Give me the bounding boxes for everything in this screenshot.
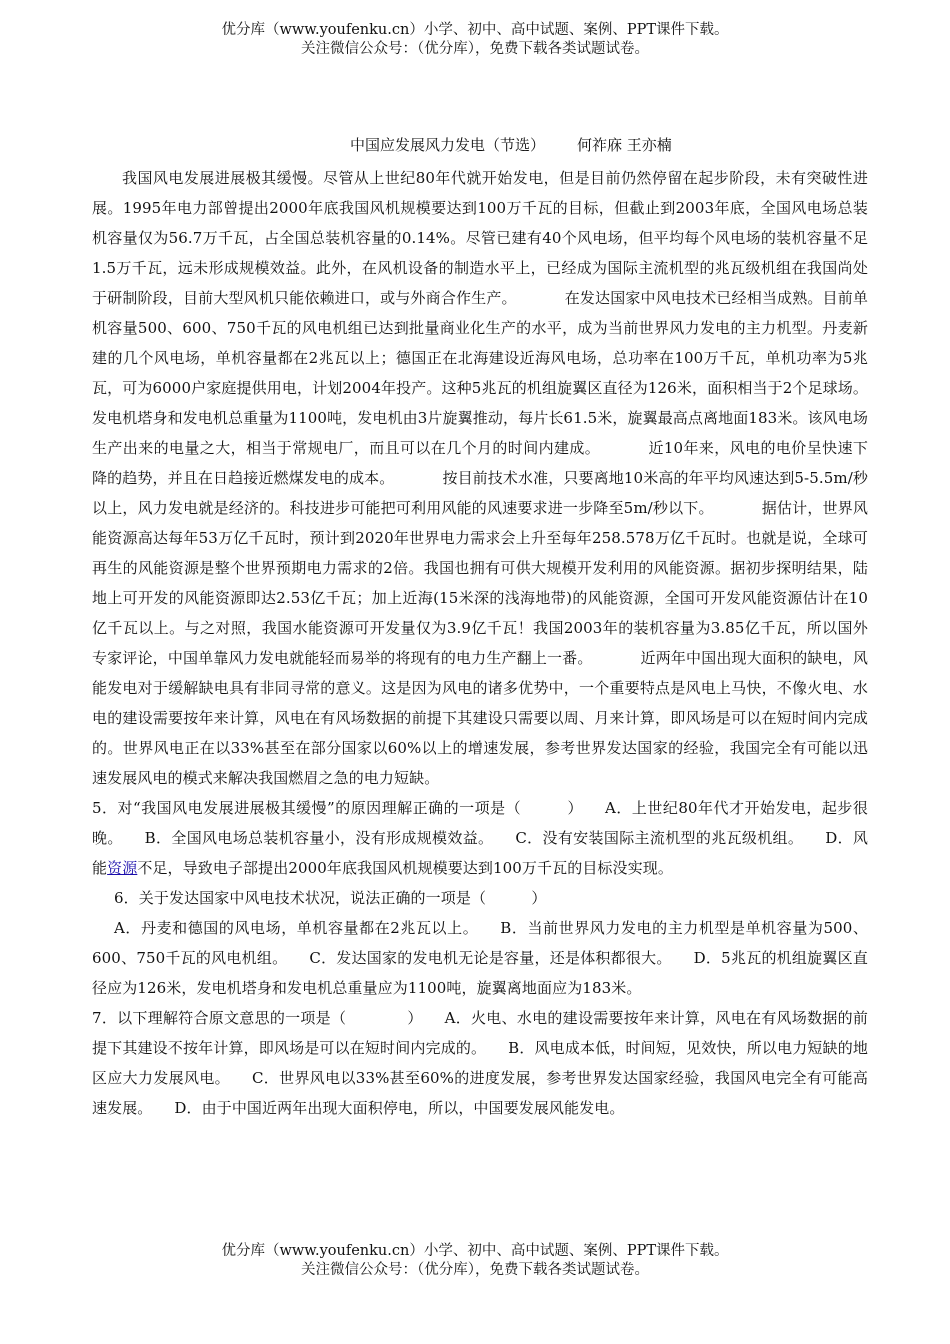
page-footer bbox=[0, 1242, 950, 1280]
article-author: 何祚庥 王亦楠 bbox=[577, 136, 672, 154]
article-passage bbox=[92, 163, 868, 793]
question-7-stem: 7．以下理解符合原文意思的一项是（ ） bbox=[92, 1009, 423, 1027]
question-5-option-d-text: D．风能 bbox=[92, 829, 868, 877]
question-5-option-b: B．全国风电场总装机容量小，没有形成规模效益。 bbox=[144, 829, 494, 847]
question-5 bbox=[92, 793, 868, 883]
question-5-option-a: A．上世纪80年代才开始发电，起步很晚。 bbox=[92, 799, 868, 847]
question-5-option-c: C．没有安装国际主流机型的兆瓦级机组。 bbox=[515, 829, 804, 847]
paragraph-4: 按目前技术水准，只要离地10米高的年平均风速达到5-5.5m/秒以上，风力发电就是经济的。科技进步可能把可利用风能的风速要求进一步降至5m/秒以下。 bbox=[92, 469, 868, 517]
header-line-1: 优分库（www.youfenku.cn）小学、初中、高中试题、案例、PPT课件下载。 bbox=[221, 22, 729, 38]
header-line-2: 关注微信公众号：（优分库），免费下载各类试题试卷。 bbox=[301, 41, 649, 57]
question-5-stem: 5．对“我国风电发展进展极其缓慢”的原因理解正确的一项是（ ） bbox=[92, 799, 584, 817]
footer-line-1: 优分库（www.youfenku.cn）小学、初中、高中试题、案例、PPT课件下载。 bbox=[221, 1243, 729, 1259]
question-6-stem: 6．关于发达国家中风电技术状况，说法正确的一项是（ ） bbox=[114, 889, 547, 907]
page-header bbox=[0, 21, 950, 59]
paragraph-5: 据估计，世界风能资源高达每年53万亿千瓦时，预计到2020年世界电力需求会上升至每年258.578万亿千瓦时。也就是说，全球可再生的风能资源是整个世界预期电力需求的2倍。我国也拥有可供大规模开发利用的风能资源。据初步探明结果，陆地上可开发的风能资源即达2.53亿千瓦；加上近海(15米深的浅海地带)的风能资源，全国可开发风能资源估计在10亿千瓦以上。与之对照，我国水能资源可开发量仅为3.9亿千瓦！我国2003年的装机容量为3.85亿千瓦，所以国外专家评论，中国单靠风力发电就能轻而易举的将现有的电力生产翻上一番。 bbox=[92, 499, 868, 667]
question-6-option-b: B．当前世界风力发电的主力机型是单机容量为500、600、750千瓦的风电机组。 bbox=[92, 919, 869, 967]
question-7-option-c: C．世界风电以33%甚至60%的进度发展，参考世界发达国家经验，我国风电完全有可能高速发展。 bbox=[92, 1069, 868, 1117]
paragraph-2: 在发达国家中风电技术已经相当成熟。目前单机容量500、600、750千瓦的风电机组已达到批量商业化生产的水平，成为当前世界风力发电的主力机型。丹麦新建的几个风电场，单机容量都在2兆瓦以上；德国正在北海建设近海风电场，总功率在100万千瓦，单机功率为5兆瓦，可为6000户家庭提供用电，计划2004年投产。这种5兆瓦的机组旋翼区直径为126米，面积相当于2个足球场。发电机塔身和发电机总重量为1100吨，发电机由3片旋翼推动，每片长61.5米，旋翼最高点离地面183米。该风电场生产出来的电量之大，相当于常规电厂，而且可以在几个月的时间内建成。 bbox=[92, 289, 868, 457]
question-6-option-a: A．丹麦和德国的风电场，单机容量都在2兆瓦以上。 bbox=[114, 919, 479, 937]
article-title: 中国应发展风力发电（节选） bbox=[350, 136, 546, 154]
paragraph-1: 我国风电发展进展极其缓慢。尽管从上世纪80年代就开始发电，但是目前仍然停留在起步阶段，未有突破性进展。1995年电力部曾提出2000年底我国风机规模要达到100万千瓦的目标，但截止到2003年底，全国风电场总装机容量仅为56.7万千瓦，占全国总装机容量的0.14%。尽管已建有40个风电场，但平均每个风电场的装机容量不足1.5万千瓦，远未形成规模效益。此外，在风机设备的制造水平上，已经成为国际主流机型的兆瓦级机组在我国尚处于研制阶段，目前大型风机只能依赖进口，或与外商合作生产。 bbox=[92, 169, 868, 307]
question-6-option-c: C．发达国家的发电机无论是容量，还是体积都很大。 bbox=[309, 949, 672, 967]
paragraph-3: 近10年来，风电的电价呈快速下降的趋势，并且在日趋接近燃煤发电的成本。 bbox=[92, 439, 868, 487]
footer-line-2: 关注微信公众号：（优分库），免费下载各类试题试卷。 bbox=[301, 1262, 649, 1278]
question-7-option-d: D．由于中国近两年出现大面积停电，所以，中国要发展风能发电。 bbox=[174, 1099, 625, 1117]
question-6-options bbox=[92, 913, 868, 1003]
paragraph-6: 近两年中国出现大面积的缺电，风能发电对于缓解缺电具有非同寻常的意义。这是因为风电的诸多优势中，一个重要特点是风电上马快，不像火电、水电的建设需要按年来计算，风电在有风场数据的前提下其建设只需要以周、月来计算，即风场是可以在短时间内完成的。世界风电正在以33%甚至在部分国家以60%以上的增速发展，参考世界发达国家的经验，我国完全有可能以迅速发展风电的模式来解决我国燃眉之急的电力短缺。 bbox=[92, 649, 868, 787]
article-body bbox=[92, 163, 868, 1123]
question-7-option-a: A．火电、水电的建设需要按年来计算，风电在有风场数据的前提下其建设不按年计算，即风场是可以在短时间内完成的。 bbox=[92, 1009, 869, 1057]
question-7-option-b: B．风电成本低，时间短，见效快，所以电力短缺的地区应大力发展风电。 bbox=[92, 1039, 868, 1087]
question-7 bbox=[92, 1003, 868, 1123]
question-6-option-d: D．5兆瓦的机组旋翼区直径应为126米，发电机塔身和发电机总重量应为1100吨，旋翼离地面应为183米。 bbox=[92, 949, 868, 997]
article-title-line bbox=[350, 134, 672, 156]
resource-link[interactable]: 资源 bbox=[107, 859, 138, 877]
question-5-option-d-rest: 不足，导致电子部提出2000年底我国风机规模要达到100万千瓦的目标没实现。 bbox=[137, 859, 673, 877]
